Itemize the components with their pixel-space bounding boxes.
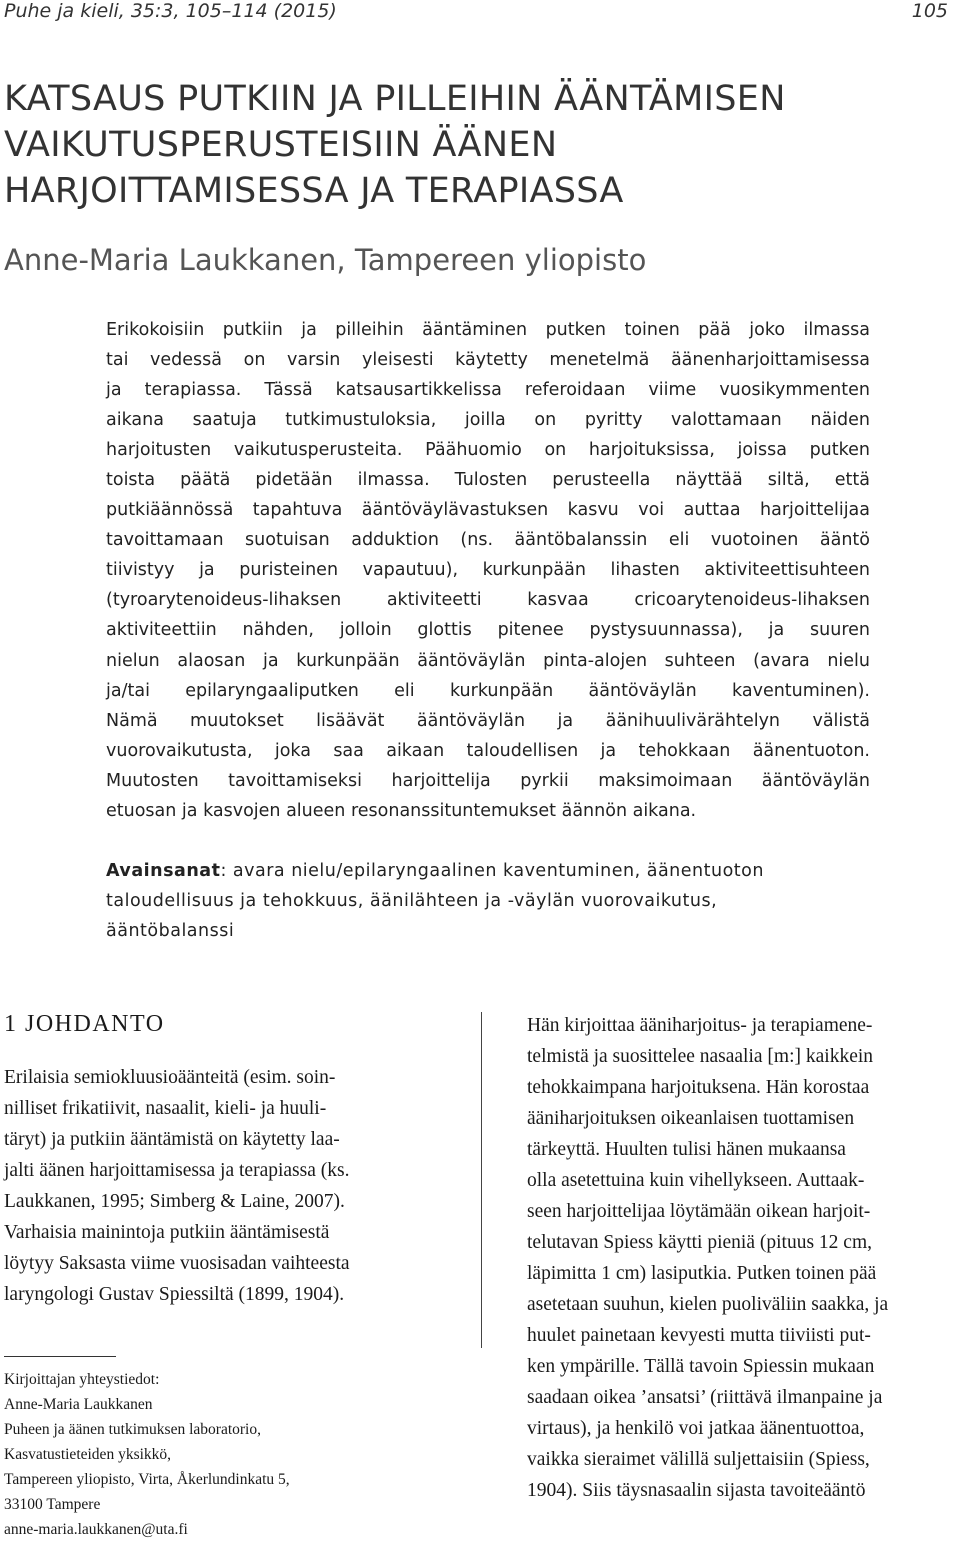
title-line: HARJOITTAMISESSA JA TERAPIASSA — [4, 171, 624, 211]
body-line: Varhaisia mainintoja putkiin ääntämisestä — [4, 1222, 330, 1243]
body-line: huulet painetaan kevyesti mutta tiiviisti put- — [527, 1325, 871, 1346]
abstract-line: tavoittamaan suotuisan adduktion (ns. ääntöbalanssin eli vuotoinen ääntö — [106, 530, 870, 551]
body-line: nilliset frikatiivit, nasaalit, kieli- ja huuli- — [4, 1098, 327, 1119]
abstract-line: ja/tai epilaryngaaliputken eli kurkunpään ääntöväylän kaventuminen). — [106, 680, 870, 701]
footnote-line: 33100 Tampere — [4, 1496, 101, 1513]
body-line: 1904). Siis täysnasaalin sijasta tavoiteääntö — [527, 1480, 866, 1501]
body-line: Laukkanen, 1995; Simberg & Laine, 2007). — [4, 1191, 345, 1212]
footnote-line: Tampereen yliopisto, Virta, Åkerlundinkatu 5, — [4, 1471, 290, 1488]
abstract-line: vuorovaikutusta, joka saa aikaan taloudellisen ja tehokkaan äänentuoton. — [106, 740, 870, 761]
footnote-line: Kasvatustieteiden yksikkö, — [4, 1446, 172, 1463]
body-line: läpimitta 1 cm) lasiputkia. Putken toinen pää — [527, 1263, 877, 1284]
body-line: asetetaan suuhun, kielen puoliväliin saakka, ja — [527, 1294, 889, 1315]
body-line: Erilaisia semiokluusioäänteitä (esim. soin- — [4, 1067, 336, 1088]
running-header — [4, 0, 948, 30]
abstract-line: harjoitusten vaikutusperusteita. Päähuomio on harjoituksissa, joissa putken — [106, 440, 870, 461]
abstract — [106, 315, 870, 826]
title-line: KATSAUS PUTKIIN JA PILLEIHIN ÄÄNTÄMISEN — [4, 79, 786, 119]
body-line: täryt) ja putkiin ääntämistä on käytetty laa- — [4, 1129, 340, 1150]
abstract-line: Nämä muutokset lisäävät ääntöväylän ja äänihuulivärähtelyn välistä — [106, 710, 870, 731]
abstract-line: toista päätä pidetään ilmassa. Tulosten perusteella näyttää siltä, että — [106, 470, 870, 491]
journal-citation: Puhe ja kieli, 35:3, 105–114 (2015) — [4, 0, 337, 22]
abstract-line: nielun alaosan ja kurkunpään ääntöväylän pinta-alojen suhteen (avara nielu — [106, 650, 870, 671]
body-line: telutavan Spiess käytti pieniä (pituus 12 cm, — [527, 1232, 872, 1253]
column-divider — [481, 1012, 482, 1348]
right-column — [527, 1010, 957, 1506]
body-line: ääniharjoituksen oikeanlaisen tuottamisen — [527, 1108, 855, 1129]
body-line: tehokkaimpana harjoituksena. Hän korostaa — [527, 1077, 870, 1098]
footnote-rule — [4, 1356, 116, 1357]
footnote-contact — [4, 1367, 444, 1542]
body-line: saadaan oikea ’ansatsi’ (riittävä ilmanpaine ja — [527, 1387, 883, 1408]
abstract-line: tiivistyy ja puristeinen vapautuu), kurkunpään lihasten aktiviteettisuhteen — [106, 560, 870, 581]
keywords-text: : avara nielu/epilaryngaalinen kaventuminen, äänentuoton — [220, 861, 764, 881]
abstract-line: aktiviteettiin nähden, jolloin glottis pitenee pystysuunnassa), ja suuren — [106, 620, 870, 641]
body-line: vaikka sieraimet välillä suljettaisiin (Spiess, — [527, 1449, 870, 1470]
page-number: 105 — [911, 0, 948, 22]
keywords-line — [106, 856, 870, 886]
footnote-line: Puheen ja äänen tutkimuksen laboratorio, — [4, 1421, 261, 1438]
body-line: löytyy Saksasta viime vuosisadan vaihteesta — [4, 1253, 350, 1274]
abstract-line: Erikokoisiin putkiin ja pilleihin ääntäminen putken toinen pää joko ilmassa — [106, 320, 870, 340]
keywords-line: ääntöbalanssi — [106, 921, 235, 941]
body-line: jalti äänen harjoittamisessa ja terapiassa (ks. — [4, 1160, 350, 1181]
abstract-line: ja terapiassa. Tässä katsausartikkelissa referoidaan viime vuosikymmenten — [106, 380, 870, 401]
body-line: telmistä ja suosittelee nasaalia [m:] kaikkein — [527, 1046, 874, 1067]
footnote-line: Anne-Maria Laukkanen — [4, 1396, 153, 1413]
keywords-line: taloudellisuus ja tehokkuus, äänilähteen ja -väylän vuorovaikutus, — [106, 891, 718, 911]
body-line: Hän kirjoittaa ääniharjoitus- ja terapiamene- — [527, 1015, 873, 1036]
left-column — [4, 1008, 434, 1310]
abstract-line: putkiäännössä tapahtuva ääntöväylävastuksen kasvu voi auttaa harjoittelijaa — [106, 500, 870, 521]
body-line: laryngologi Gustav Spiessiltä (1899, 1904). — [4, 1284, 345, 1305]
footnote-line: Kirjoittajan yhteystiedot: — [4, 1371, 160, 1388]
article-title — [4, 76, 944, 214]
section-body-left — [4, 1062, 434, 1310]
abstract-line: tai vedessä on varsin yleisesti käytetty menetelmä äänenharjoittamisessa — [106, 350, 870, 371]
footnote-email: anne-maria.laukkanen@uta.fi — [4, 1521, 188, 1538]
body-line: virtaus), ja henkilö voi jatkaa äänentuottoa, — [527, 1418, 865, 1439]
abstract-line: (tyroarytenoideus-lihaksen aktiviteetti kasvaa cricoarytenoideus-lihaksen — [106, 590, 870, 611]
abstract-line: etuosan ja kasvojen alueen resonanssituntemukset äännön aikana. — [106, 800, 697, 821]
abstract-line: Muutosten tavoittamiseksi harjoittelija pyrkii maksimoimaan ääntöväylän — [106, 770, 870, 791]
keywords-label: Avainsanat — [106, 861, 221, 881]
keywords — [106, 856, 870, 946]
body-line: tärkeyttä. Huulten tulisi hänen mukaansa — [527, 1139, 846, 1160]
title-line: VAIKUTUSPERUSTEISIIN ÄÄNEN — [4, 125, 558, 165]
body-line: olla asetettuina kuin vihellykseen. Auttaak- — [527, 1170, 865, 1191]
author-affiliation: Anne-Maria Laukkanen, Tampereen yliopisto — [4, 243, 647, 277]
abstract-line: aikana saatuja tutkimustuloksia, joilla on pyritty valottamaan näiden — [106, 410, 870, 431]
section-heading: 1 JOHDANTO — [4, 1011, 165, 1037]
body-line: seen harjoittelijaa löytämään oikean harjoit- — [527, 1201, 871, 1222]
body-line: ken ympärille. Tällä tavoin Spiessin mukaan — [527, 1356, 875, 1377]
